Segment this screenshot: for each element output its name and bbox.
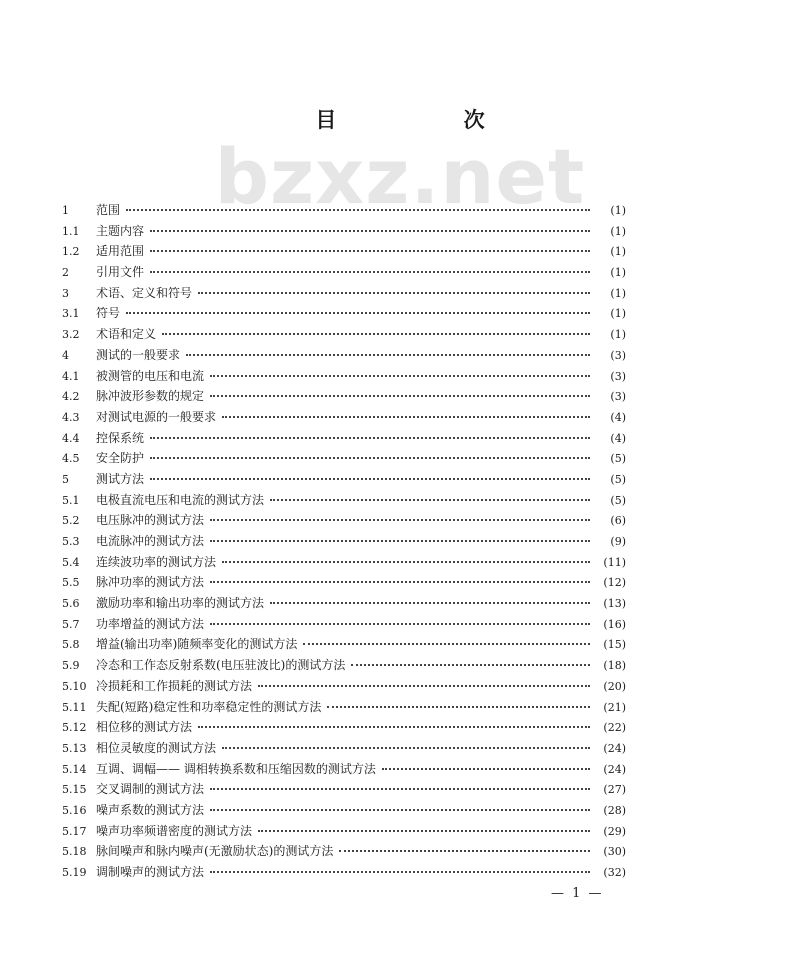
toc-entry[interactable] (62, 739, 626, 760)
toc-page-number: (3) (610, 369, 626, 383)
toc-entry[interactable] (62, 470, 626, 491)
toc-section-number: 4.4 (62, 431, 80, 445)
toc-dot-leader (150, 271, 590, 273)
page-title: 目 次 (315, 108, 545, 132)
toc-dot-leader (222, 416, 590, 418)
toc-page-number: (32) (603, 866, 626, 879)
toc-section-number: 5.9 (62, 659, 80, 673)
toc-section-number: 5.11 (62, 700, 87, 714)
toc-page-number: (5) (610, 452, 626, 466)
watermark: bzxz.net (214, 132, 586, 221)
toc-dot-leader (210, 809, 590, 811)
toc-section-number: 2 (62, 266, 69, 280)
toc-page-number: (24) (603, 741, 626, 755)
toc-page-number: (9) (610, 535, 626, 548)
toc-entry[interactable] (62, 677, 626, 698)
toc-section-title: 适用范围 (96, 244, 145, 259)
toc-entry[interactable] (62, 863, 626, 884)
toc-dot-leader (150, 230, 590, 232)
toc-entry[interactable] (62, 553, 626, 574)
page-number: — 1 — (551, 886, 604, 901)
toc-section-title: 测试的一般要求 (96, 347, 181, 362)
toc-section-title: 脉间噪声和脉内噪声(无激励状态)的测试方法 (96, 844, 334, 859)
toc-section-title: 交叉调制的测试方法 (96, 782, 205, 797)
toc-entry[interactable] (62, 801, 626, 822)
toc-section-number: 3.2 (62, 328, 80, 342)
toc-entry[interactable] (62, 573, 626, 594)
toc-dot-leader (198, 292, 590, 294)
toc-section-title: 被测管的电压和电流 (96, 368, 205, 383)
toc-entry[interactable] (62, 284, 626, 305)
toc-page-number: (5) (610, 493, 626, 507)
toc-section-number: 1 (62, 204, 69, 217)
toc-section-number: 5.16 (62, 803, 87, 817)
toc-entry[interactable] (62, 201, 626, 222)
toc-section-title: 引用文件 (96, 265, 145, 280)
toc-page-number: (1) (610, 266, 626, 280)
toc-page-number: (27) (603, 783, 626, 797)
toc-page-number: (21) (603, 700, 626, 714)
toc-section-title: 功率增益的测试方法 (96, 616, 205, 631)
toc-section-number: 5.4 (62, 555, 80, 569)
toc-page-number: (1) (610, 328, 626, 342)
toc-section-number: 5.3 (62, 535, 80, 548)
toc-dot-leader (126, 312, 590, 314)
toc-page-number: (30) (603, 845, 626, 859)
toc-section-title: 增益(输出功率)随频率变化的测试方法 (96, 637, 298, 652)
toc-entry[interactable] (62, 222, 626, 243)
toc-section-title: 互调、调幅—— 调相转换系数和压缩因数的测试方法 (96, 761, 376, 776)
toc-section-number: 5.2 (62, 514, 80, 528)
toc-entry[interactable] (62, 760, 626, 781)
toc-dot-leader (210, 375, 590, 377)
toc-page-number: (5) (610, 472, 626, 486)
toc-page-number: (3) (610, 348, 626, 362)
toc-section-title: 电极直流电压和电流的测试方法 (96, 492, 265, 507)
toc-entry[interactable] (62, 242, 626, 263)
toc-section-number: 3 (62, 286, 69, 300)
toc-section-number: 5.19 (62, 866, 87, 879)
toc-dot-leader (351, 664, 590, 666)
toc-section-number: 5.8 (62, 638, 80, 652)
toc-entry[interactable] (62, 698, 626, 719)
toc-page-number: (29) (603, 824, 626, 838)
toc-page-number: (12) (603, 576, 626, 590)
toc-entry[interactable] (62, 842, 626, 863)
toc-section-title: 相位移的测试方法 (96, 720, 193, 735)
toc-page-number: (1) (610, 307, 626, 321)
toc-dot-leader (210, 623, 590, 625)
toc-section-number: 4.5 (62, 452, 80, 466)
toc-dot-leader (210, 581, 590, 583)
toc-section-title: 范围 (96, 203, 121, 217)
toc-dot-leader (270, 499, 590, 501)
toc-section-number: 5.5 (62, 576, 80, 590)
toc-section-number: 5.17 (62, 824, 87, 838)
toc-section-title: 控保系统 (96, 430, 145, 445)
toc-entry[interactable] (62, 532, 626, 553)
toc-entry[interactable] (62, 304, 626, 325)
toc-section-title: 脉冲功率的测试方法 (96, 575, 205, 590)
toc-entry[interactable] (62, 325, 626, 346)
toc-section-number: 5.1 (62, 493, 80, 507)
toc-section-title: 术语和定义 (96, 327, 157, 342)
toc-section-number: 5.10 (62, 679, 87, 693)
toc-section-title: 主题内容 (96, 223, 145, 238)
toc-page-number: (15) (603, 638, 626, 652)
toc-dot-leader (258, 830, 590, 832)
toc-section-number: 4 (62, 348, 69, 362)
toc-dot-leader (150, 457, 590, 459)
toc-entry[interactable] (62, 346, 626, 367)
toc-page-number: (11) (603, 555, 626, 569)
toc-entry[interactable] (62, 656, 626, 677)
toc-dot-leader (162, 333, 590, 335)
toc-dot-leader (210, 788, 590, 790)
toc-section-title: 术语、定义和符号 (96, 285, 193, 300)
toc-entry[interactable] (62, 367, 626, 388)
toc-dot-leader (382, 768, 590, 770)
toc-entry[interactable] (62, 263, 626, 284)
toc-dot-leader (327, 706, 590, 708)
toc-dot-leader (270, 602, 590, 604)
toc-section-title: 测试方法 (96, 471, 145, 486)
toc-entry[interactable] (62, 615, 626, 636)
toc-dot-leader (150, 478, 590, 480)
toc-dot-leader (339, 850, 590, 852)
toc-section-number: 5.7 (62, 617, 80, 631)
toc-section-title: 脉冲波形参数的规定 (96, 389, 205, 404)
toc-entry[interactable] (62, 635, 626, 656)
toc-page-number: (1) (610, 204, 626, 217)
toc-page-number: (6) (610, 514, 626, 528)
toc-section-number: 1.1 (62, 224, 80, 238)
toc-entry[interactable] (62, 408, 626, 429)
toc-section-title: 电流脉冲的测试方法 (96, 534, 205, 548)
toc-section-title: 连续波功率的测试方法 (96, 554, 217, 569)
toc-page-number: (1) (610, 245, 626, 259)
toc-entry[interactable] (62, 718, 626, 739)
toc-dot-leader (210, 540, 590, 542)
toc-entry[interactable] (62, 429, 626, 450)
toc-section-title: 噪声系数的测试方法 (96, 802, 205, 817)
toc-dot-leader (150, 250, 590, 252)
toc-section-number: 4.3 (62, 410, 80, 424)
toc-page-number: (4) (610, 410, 626, 424)
toc-section-number: 4.2 (62, 390, 80, 404)
toc-section-title: 激励功率和输出功率的测试方法 (96, 596, 265, 611)
toc-entry[interactable] (62, 491, 626, 512)
toc-entry[interactable] (62, 822, 626, 843)
toc-section-number: 5.6 (62, 597, 80, 611)
toc-section-number: 5.13 (62, 741, 87, 755)
toc-dot-leader (303, 643, 590, 645)
toc-page-number: (22) (603, 721, 626, 735)
toc-section-title: 失配(短路)稳定性和功率稳定性的测试方法 (96, 699, 322, 714)
toc-section-title: 冷态和工作态反射系数(电压驻波比)的测试方法 (96, 658, 346, 673)
toc-dot-leader (150, 437, 590, 439)
toc-page-number: (13) (603, 597, 626, 611)
toc-section-number: 3.1 (62, 307, 80, 321)
toc-dot-leader (258, 685, 590, 687)
toc-section-number: 5.14 (62, 762, 87, 776)
toc-section-title: 冷损耗和工作损耗的测试方法 (96, 678, 253, 693)
toc-entry[interactable] (62, 594, 626, 615)
toc-dot-leader (222, 561, 590, 563)
toc-section-title: 相位灵敏度的测试方法 (96, 740, 217, 755)
toc-page-number: (3) (610, 390, 626, 404)
toc-page-number: (4) (610, 431, 626, 445)
toc-entry[interactable] (62, 511, 626, 532)
toc-section-title: 对测试电源的一般要求 (96, 409, 217, 424)
toc-section-title: 噪声功率频谱密度的测试方法 (96, 823, 253, 838)
toc-section-number: 4.1 (62, 369, 80, 383)
toc-dot-leader (222, 747, 590, 749)
toc-entry[interactable] (62, 780, 626, 801)
toc-dot-leader (198, 726, 590, 728)
toc-section-title: 电压脉冲的测试方法 (96, 513, 205, 528)
toc-dot-leader (126, 209, 590, 211)
toc-dot-leader (210, 871, 590, 873)
toc-entry[interactable] (62, 387, 626, 408)
toc-page-number: (1) (610, 286, 626, 300)
toc-section-number: 5.15 (62, 783, 87, 797)
toc-section-number: 1.2 (62, 245, 80, 259)
toc-page-number: (24) (603, 762, 626, 776)
toc-dot-leader (210, 519, 590, 521)
table-of-contents (62, 201, 626, 884)
toc-section-number: 5.18 (62, 845, 87, 859)
toc-page-number: (16) (603, 617, 626, 631)
toc-section-title: 安全防护 (96, 451, 145, 466)
toc-dot-leader (210, 395, 590, 397)
toc-page-number: (18) (603, 659, 626, 673)
toc-dot-leader (186, 354, 590, 356)
toc-entry[interactable] (62, 449, 626, 470)
toc-page-number: (1) (610, 224, 626, 238)
toc-page-number: (28) (603, 803, 626, 817)
toc-section-title: 符号 (96, 306, 121, 321)
toc-section-number: 5.12 (62, 721, 87, 735)
toc-section-number: 5 (62, 472, 69, 486)
toc-page-number: (20) (603, 679, 626, 693)
toc-section-title: 调制噪声的测试方法 (96, 865, 205, 879)
